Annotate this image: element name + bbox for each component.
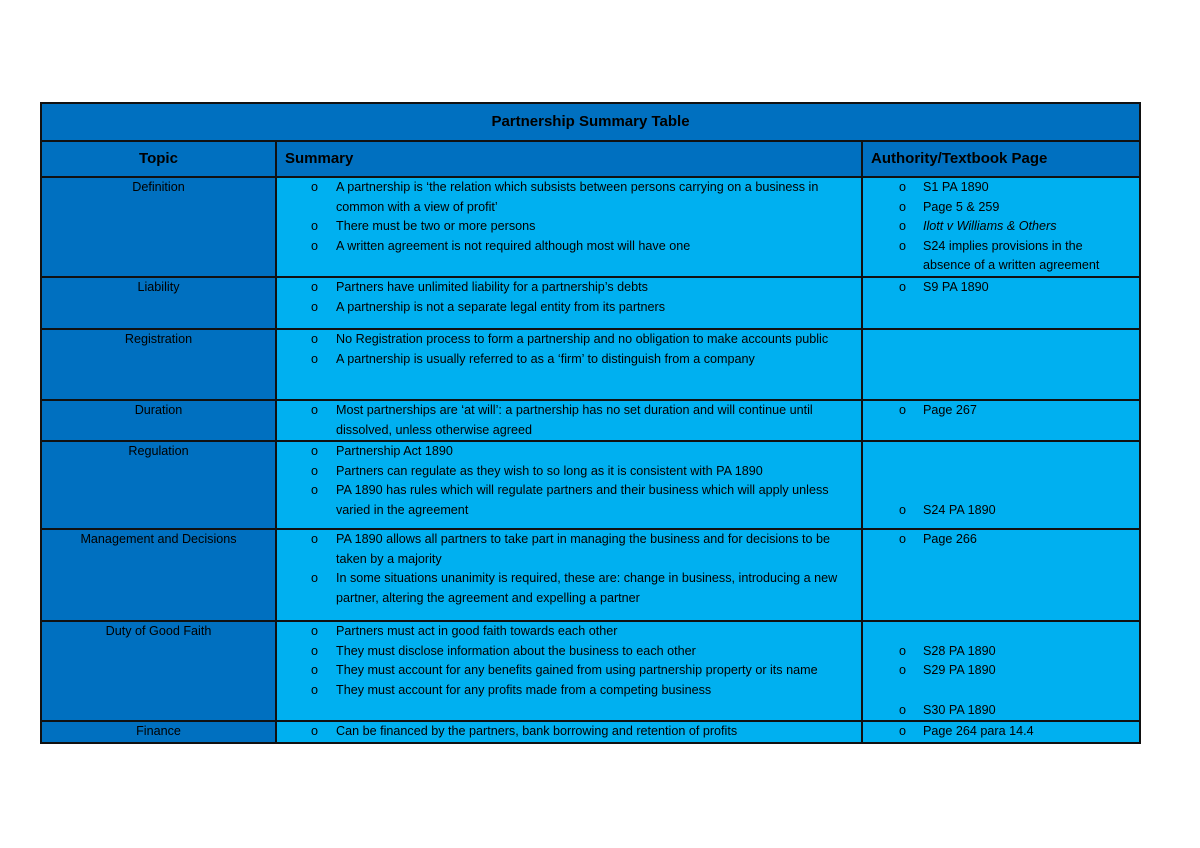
list-item: o No Registration process to form a partnership and no obligation to make accounts public	[311, 332, 829, 346]
list-item: o A partnership is not a separate legal entity from its partners	[311, 299, 666, 314]
list-item: o S9 PA 1890	[899, 280, 989, 294]
list-item: o There must be two or more persons	[311, 219, 536, 234]
list-item: o Most partnerships are ‘at will’: a partnership has no set duration and will continue until dissolved, unless otherwise agreed	[311, 403, 813, 437]
authority-cell	[862, 441, 1140, 529]
table-row	[41, 621, 1140, 721]
table-row	[41, 177, 1140, 277]
header-authority: Authority/Textbook Page	[862, 141, 1140, 177]
list-item: o S28 PA 1890	[899, 643, 996, 658]
authority-cell	[862, 177, 1140, 277]
topic-cell: Duration	[41, 400, 276, 441]
summary-cell	[276, 277, 862, 329]
list-item: o A partnership is usually referred to as a ‘firm’ to distinguish from a company	[311, 351, 755, 366]
list-item: o Partners have unlimited liability for a partnership’s debts	[311, 280, 648, 294]
list-item: o S29 PA 1890	[899, 663, 996, 678]
list-item: o They must disclose information about the business to each other	[311, 643, 696, 658]
list-item: o Can be financed by the partners, bank borrowing and retention of profits	[311, 724, 738, 739]
list-item: o In some situations unanimity is required, these are: change in business, introducing a new partner, altering the agreement and expelling a partner	[311, 571, 838, 605]
table-row	[41, 529, 1140, 621]
table-row	[41, 721, 1140, 743]
list-item: o PA 1890 has rules which will regulate partners and their business which will apply unless varied in the agreement	[311, 483, 829, 517]
summary-cell	[276, 400, 862, 441]
list-item: o Partnership Act 1890	[311, 444, 453, 459]
list-item: o S24 implies provisions in the absence of a written agreement	[899, 238, 1100, 273]
list-item: o Page 267	[899, 403, 977, 417]
authority-cell	[862, 621, 1140, 721]
topic-cell: Regulation	[41, 441, 276, 529]
list-item: o Partners must act in good faith towards each other	[311, 624, 618, 639]
header-topic: Topic	[41, 141, 276, 177]
list-item: o They must account for any benefits gained from using partnership property or its name	[311, 663, 818, 678]
list-item: o They must account for any profits made from a competing business	[311, 682, 712, 697]
topic-cell: Liability	[41, 277, 276, 329]
summary-cell	[276, 721, 862, 743]
list-item: o Ilott v Williams & Others	[899, 219, 1057, 234]
authority-cell	[862, 721, 1140, 743]
list-item: o S24 PA 1890	[899, 502, 996, 517]
list-item: o A partnership is ‘the relation which subsists between persons carrying on a business in common with a view of profit’	[311, 180, 819, 214]
list-item: o Page 264 para 14.4	[899, 724, 1034, 739]
list-item: o PA 1890 allows all partners to take part in managing the business and for decisions to be taken by a majority	[311, 532, 831, 566]
table-row	[41, 277, 1140, 329]
partnership-summary-table	[40, 102, 1141, 744]
summary-cell	[276, 621, 862, 721]
list-item: o S1 PA 1890	[899, 180, 989, 194]
list-item: o S30 PA 1890	[899, 702, 996, 717]
list-item: o Partners can regulate as they wish to so long as it is consistent with PA 1890	[311, 463, 763, 478]
summary-cell	[276, 529, 862, 621]
list-item: o A written agreement is not required although most will have one	[311, 238, 691, 253]
table-row	[41, 329, 1140, 400]
table-row	[41, 441, 1140, 529]
list-item: o Page 5 & 259	[899, 199, 1000, 214]
list-item: o Page 266	[899, 532, 977, 547]
summary-cell	[276, 177, 862, 277]
topic-cell: Finance	[41, 721, 276, 743]
summary-cell	[276, 329, 862, 400]
authority-cell	[862, 329, 1140, 400]
topic-cell: Definition	[41, 177, 276, 277]
topic-cell: Duty of Good Faith	[41, 621, 276, 721]
table-row	[41, 400, 1140, 441]
table-title: Partnership Summary Table	[41, 103, 1140, 141]
summary-cell	[276, 441, 862, 529]
topic-cell: Registration	[41, 329, 276, 400]
authority-cell	[862, 277, 1140, 329]
topic-cell: Management and Decisions	[41, 529, 276, 621]
authority-cell	[862, 529, 1140, 621]
header-summary: Summary	[276, 141, 862, 177]
authority-cell	[862, 400, 1140, 441]
